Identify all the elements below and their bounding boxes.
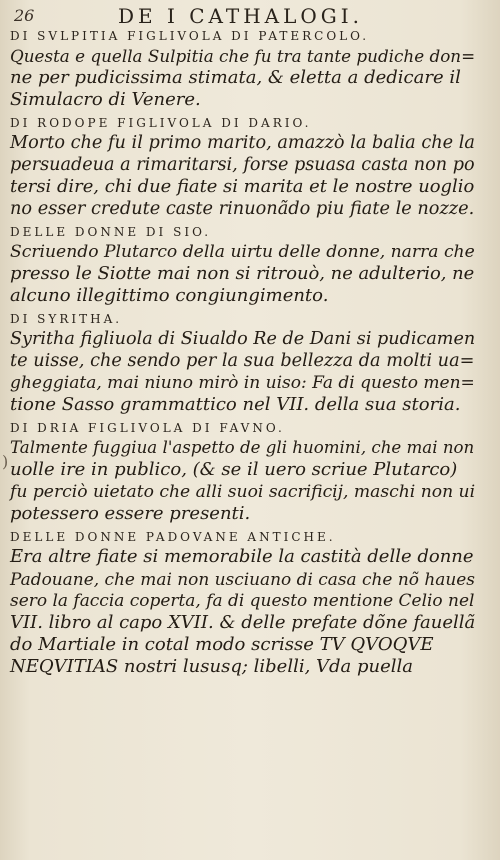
page-number: 26 xyxy=(14,6,35,25)
text-line: Era altre fiate si memorabile la castità delle donne xyxy=(10,546,474,567)
text-line: Padouane, che mai non usciuano di casa che nõ haues xyxy=(10,569,475,589)
section-sulpitia xyxy=(10,28,475,111)
text-line: Scriuendo Plutarco della uirtu delle donne, narra che xyxy=(10,242,475,262)
section-heading: DI RODOPE FIGLIVOLA DI DARIO. xyxy=(10,116,312,130)
text-line: Simulacro di Venere. xyxy=(10,89,201,110)
text-line: presso le Siotte mai non si ritrouò, ne adulterio, ne xyxy=(10,263,475,284)
text-line: ne per pudicissima stimata, & eletta a dedicare il xyxy=(10,67,461,88)
text-line: persuadeua a rimaritarsi, forse psuasa casta non po xyxy=(10,155,475,175)
section-heading: DI DRIA FIGLIVOLA DI FAVNO. xyxy=(10,421,285,435)
text-line: fu perciò uietato che alli suoi sacrificij, maschi non ui xyxy=(10,482,476,502)
text-line: Talmente fuggiua l'aspetto de gli huomini, che mai non xyxy=(10,438,475,457)
text-line: uolle ire in publico, (& se il uero scriue Plutarco) xyxy=(10,459,458,480)
text-line: no esser credute caste rinuonãdo piu fiate le nozze. xyxy=(10,199,475,219)
margin-mark: ) xyxy=(2,452,9,471)
text-line: VII. libro al capo XVII. & delle prefate dõne fauellã xyxy=(10,612,476,633)
text-line: NEQVITIAS nostri lususq; libelli, Vda puella xyxy=(10,656,414,677)
text-line: Morto che fu il primo marito, amazzò la balia che la xyxy=(10,133,475,153)
running-head: DE I CATHALOGI. xyxy=(118,4,364,28)
section-heading: DI SVLPITIA FIGLIVOLA DI PATERCOLO. xyxy=(10,29,370,43)
text-line: do Martiale in cotal modo scrisse TV QVOQVE xyxy=(10,634,434,655)
page-header xyxy=(14,4,484,26)
text-line: Questa e quella Sulpitia che fu tra tante pudiche don= xyxy=(10,46,476,66)
text-body xyxy=(10,28,475,678)
section-heading: DELLE DONNE PADOVANE ANTICHE. xyxy=(10,530,336,544)
text-line: alcuno illegittimo congiungimento. xyxy=(10,285,329,306)
section-heading: DELLE DONNE DI SIO. xyxy=(10,225,212,239)
text-line: potessero essere presenti. xyxy=(10,503,251,524)
section-rodope xyxy=(10,115,475,220)
section-heading: DI SYRITHA. xyxy=(10,312,123,326)
section-padovane xyxy=(10,529,475,678)
text-line: sero la faccia coperta, fa di questo mentione Celio nel xyxy=(10,591,475,611)
text-line: gheggiata, mai niuno mirò in uiso: Fa di questo men= xyxy=(10,373,475,393)
text-line: Syritha figliuola di Siualdo Re de Dani si pudicamen xyxy=(10,329,476,349)
section-sio xyxy=(10,224,475,307)
text-line: tione Sasso grammattico nel VII. della sua storia. xyxy=(10,394,461,415)
text-line: te uisse, che sendo per la sua bellezza da molti ua= xyxy=(10,351,475,371)
text-line: tersi dire, chi due fiate si marita et le nostre uoglio xyxy=(10,176,475,197)
section-syritha xyxy=(10,311,475,416)
section-dria xyxy=(10,420,475,525)
